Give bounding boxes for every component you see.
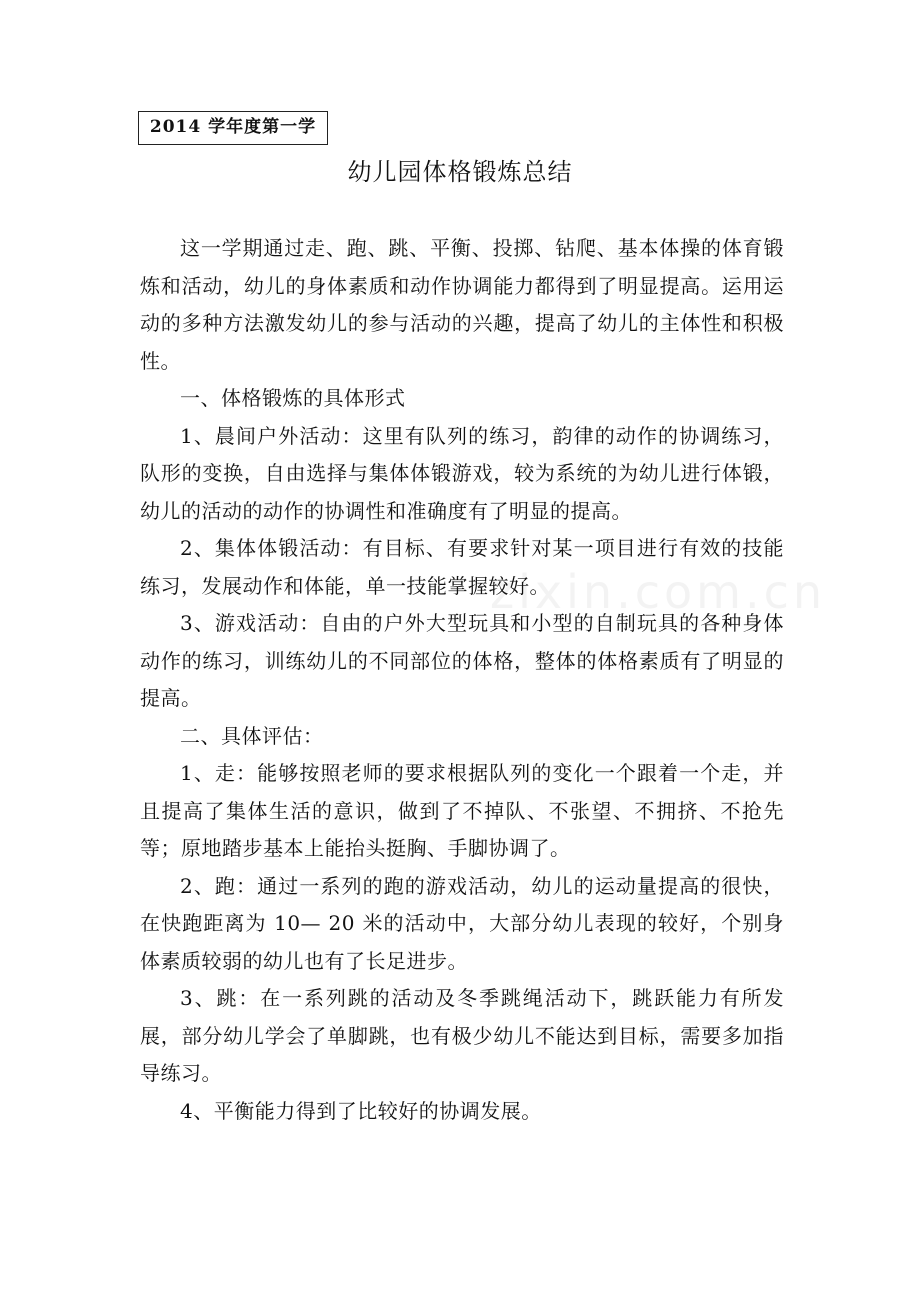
paragraph-game-activity: 3、游戏活动：自由的户外大型玩具和小型的自制玩具的各种身体动作的练习，训练幼儿的不同部位的体格，整体的体格素质有了明显的提高。 bbox=[140, 611, 784, 710]
paragraph-walking: 1、走：能够按照老师的要求根据队列的变化一个跟着一个走，并且提高了集体生活的意识，做到了不掉队、不张望、不拥挤、不抢先等；原地踏步基本上能抬头挺胸、手脚协调了。 bbox=[140, 761, 784, 860]
paragraph-jumping: 3、跳：在一系列跳的活动及冬季跳绳活动下，跳跃能力有所发展，部分幼儿学会了单脚跳，也有极少幼儿不能达到目标，需要多加指导练习。 bbox=[140, 986, 784, 1085]
paragraph-running: 2、跑：通过一系列的跑的游戏活动，幼儿的运动量提高的很快，在快跑距离为 10— 20 米的活动中，大部分幼儿表现的较好，个别身体素质较弱的幼儿也有了长足进步。 bbox=[140, 873, 784, 973]
intro-paragraph: 这一学期通过走、跑、跳、平衡、投掷、钻爬、基本体操的体育锻炼和活动，幼儿的身体素质和动作协调能力都得到了明显提高。运用运动的多种方法激发幼儿的参与活动的兴趣，提高了幼儿的主体性和积极性。 bbox=[140, 236, 784, 373]
watermark: zixin.com.cn bbox=[490, 565, 827, 619]
term-label-box: 2014 学年度第一学 bbox=[138, 111, 328, 145]
document-title: 幼儿园体格锻炼总结 bbox=[347, 158, 573, 186]
section-heading-evaluation: 二、具体评估： bbox=[180, 723, 324, 748]
paragraph-group-activity: 2、集体体锻活动：有目标、有要求针对某一项目进行有效的技能练习，发展动作和体能，单一技能掌握较好。 bbox=[140, 536, 784, 598]
paragraph-balance: 4、平衡能力得到了比较好的协调发展。 bbox=[180, 1098, 542, 1123]
section-heading-forms: 一、体格锻炼的具体形式 bbox=[180, 386, 406, 410]
paragraph-morning-activity: 1、晨间户外活动：这里有队列的练习，韵律的动作的协调练习，队形的变换，自由选择与集体体锻游戏，较为系统的为幼儿进行体锻，幼儿的活动的动作的协调性和准确度有了明显的提高。 bbox=[140, 423, 784, 523]
document-body bbox=[140, 230, 784, 1130]
